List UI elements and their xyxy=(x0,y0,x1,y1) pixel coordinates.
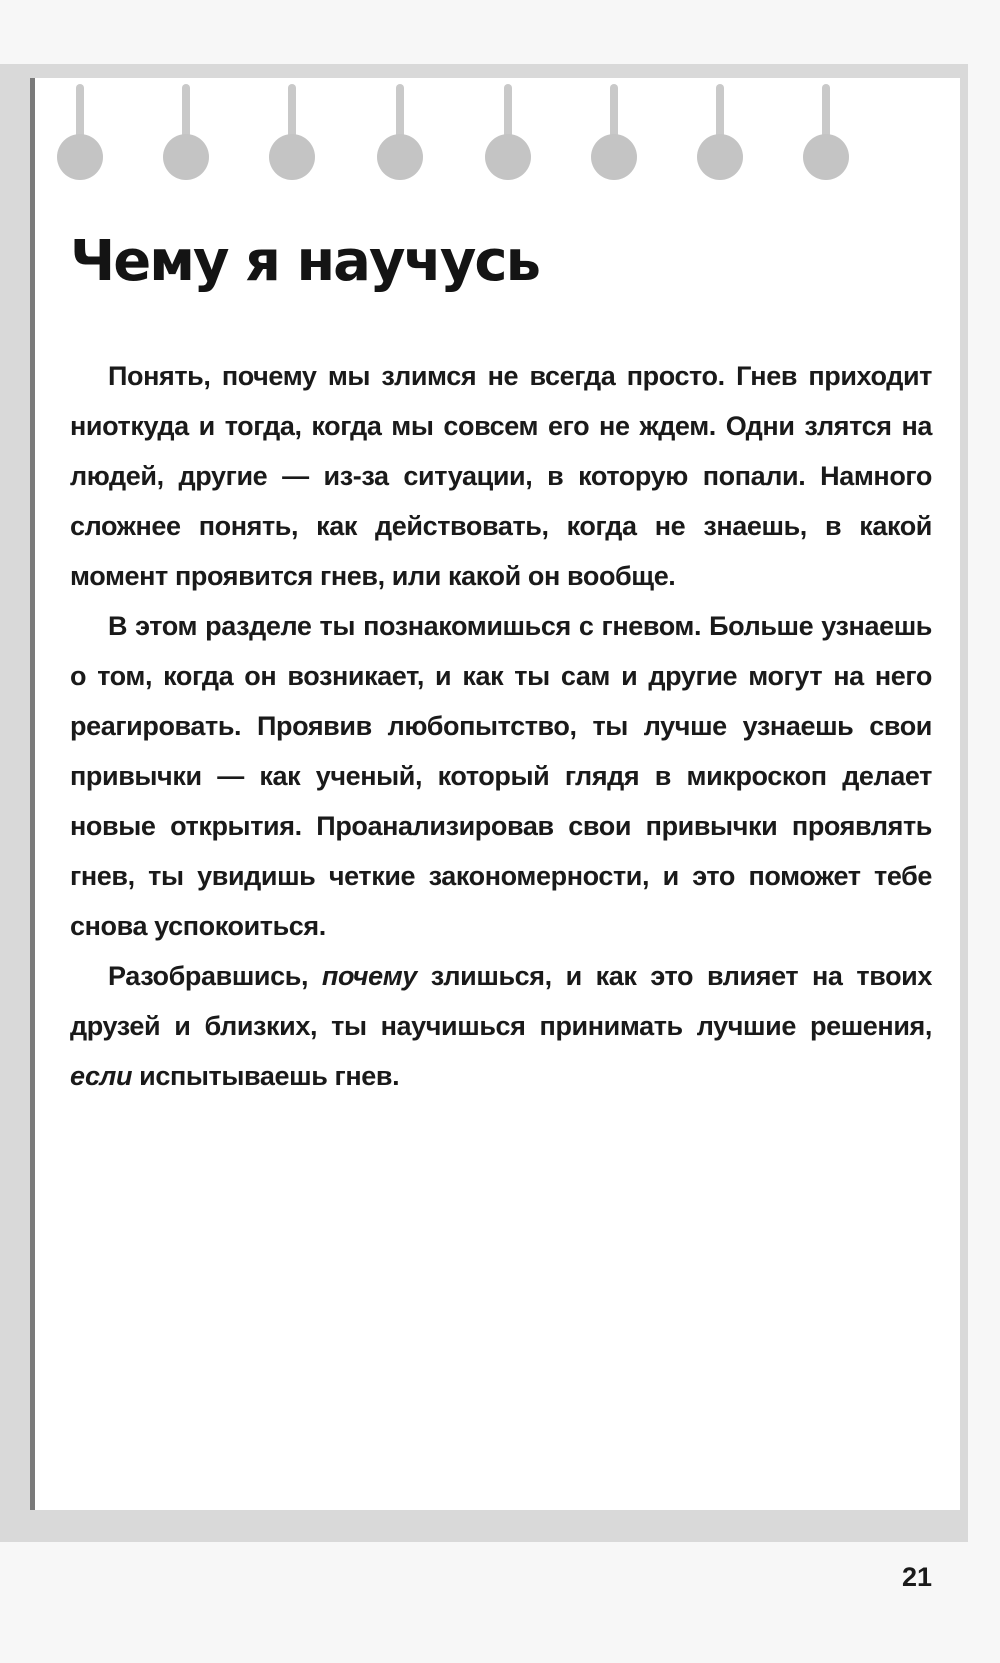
page-number: 21 xyxy=(901,1562,932,1592)
binder-ring-icon xyxy=(56,84,104,178)
binder-ring-icon xyxy=(268,84,316,178)
paragraph-text: испытываешь гнев. xyxy=(132,1061,400,1091)
paragraph-text: злишься, и как это влияет на твоих друзей и близких, ты научишься принимать лучшие решения, xyxy=(70,961,932,1041)
emphasis-text: если xyxy=(70,1061,133,1091)
binder-ring-icon xyxy=(696,84,744,178)
emphasis-text: почему xyxy=(321,961,417,991)
paragraph: Понять, почему мы злимся не всегда просто. Гнев приходит ниоткуда и тогда, когда мы совсем его не ждем. Одни злятся на людей, другие — из-за ситуации, в которую попали. Намного сложнее понять, как действовать, когда не знаешь, в какой момент проявится гнев, или какой он вообще. xyxy=(70,361,932,591)
binder-ring-icon xyxy=(484,84,532,178)
binder-ring-icon xyxy=(376,84,424,178)
paragraph: В этом разделе ты познакомишься с гневом. Больше узнаешь о том, когда он возникает, и как ты сам и другие могут на него реагировать. Проявив любопытство, ты лучше узнаешь свои привычки — как ученый, который глядя в микроскоп делает новые открытия. Проанализировав свои привычки проявлять гнев, ты увидишь четкие закономерности, и это поможет тебе снова успокоиться. xyxy=(70,611,932,941)
binder-ring-icon xyxy=(802,84,850,178)
paragraph xyxy=(70,951,932,1101)
paragraph-text: Разобравшись, xyxy=(108,961,322,991)
body-text xyxy=(70,351,932,1101)
binder-ring-icon xyxy=(162,84,210,178)
page-title: Чему я научусь xyxy=(70,229,539,294)
binder-ring-icon xyxy=(590,84,638,178)
